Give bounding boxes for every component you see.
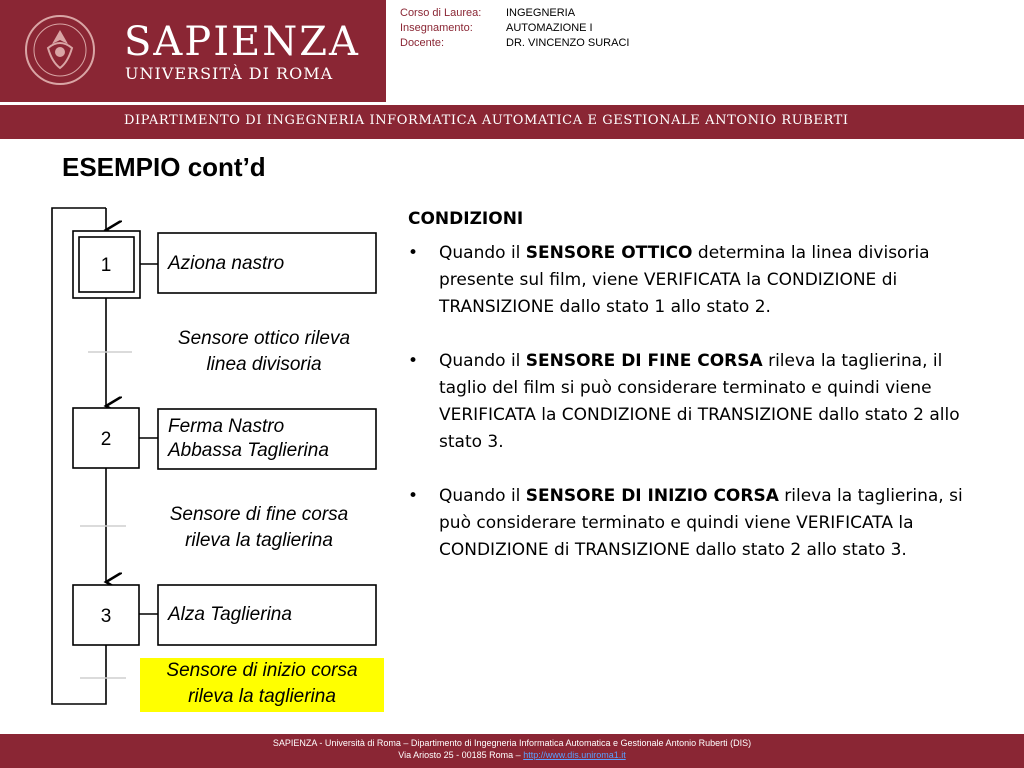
list-item [408,483,968,564]
bullet-pre: Quando il [439,351,526,371]
condition-line: rileva la taglierina [188,686,336,707]
bullet-pre: Quando il [439,486,526,506]
list-item [408,348,968,456]
course-row [400,36,629,51]
action-text [168,252,284,276]
slide-title: ESEMPIO cont’d [62,152,266,182]
bullet-text [439,483,968,564]
condition-line: Sensore di fine corsa [169,504,349,525]
course-value: DR. VINCENZO SURACI [506,37,630,49]
footer [0,734,1024,768]
course-row [400,6,629,21]
action-line: Ferma Nastro [168,416,285,437]
action-line: Alza Taglierina [168,604,292,625]
course-row [400,21,629,36]
condition-line: Sensore ottico rileva [177,328,351,349]
course-value: INGEGNERIA [506,7,576,19]
bullet-bold: SENSORE DI INIZIO CORSA [525,486,779,506]
bullet-icon: • [408,243,419,263]
bullet-text [439,348,968,456]
conditions-list [408,240,968,591]
bullet-post: rileva la taglierina, si può considerare terminato e quindi viene VERIFICATA la CONDIZIONE di TRANSIZIONE dallo stato 2 allo stato 3. [439,486,963,560]
transition-condition-highlighted [140,658,384,712]
step-number: 3 [100,606,112,627]
bullet-text [439,240,968,321]
action-line: Abbassa Taglierina [168,440,329,461]
action-text [168,415,329,463]
bullet-post: determina la linea divisoria presente sul film, viene VERIFICATA la CONDIZIONE di TRANSIZIONE dallo stato 1 allo stato 2. [439,243,930,317]
condition-line: Sensore di inizio corsa [166,660,358,681]
university-name: SAPIENZA [124,19,360,65]
action-line: Aziona nastro [168,253,285,274]
bullet-icon: • [408,486,419,506]
course-key: Docente: [400,37,445,49]
conditions-heading: CONDIZIONI [408,209,524,229]
footer-line-2 [0,749,1024,761]
list-item [408,240,968,321]
step-number: 2 [100,429,112,450]
course-key: Insegnamento: [400,22,473,34]
course-key: Corso di Laurea: [400,7,482,19]
transition-condition [140,502,378,554]
department-name: DIPARTIMENTO DI INGEGNERIA INFORMATICA AUTOMATICA E GESTIONALE ANTONIO RUBERTI [124,113,849,128]
bullet-icon: • [408,351,419,371]
course-value: AUTOMAZIONE I [506,22,593,34]
condition-line: rileva la taglierina [185,530,333,551]
footer-line-1: SAPIENZA - Università di Roma – Dipartimento di Ingegneria Informatica Automatica e Gestionale Antonio Ruberti (DIS) [272,738,752,748]
university-subtitle: UNIVERSITÀ DI ROMA [125,64,334,83]
bullet-bold: SENSORE DI FINE CORSA [525,351,763,371]
bullet-pre: Quando il [439,243,526,263]
action-text [168,603,292,627]
course-info [400,6,629,51]
transition-condition [150,326,378,378]
footer-address: Via Ariosto 25 - 00185 Roma – [398,750,524,760]
bullet-post: rileva la taglierina, il taglio del film si può considerare terminato e quindi viene VERIFICATA la CONDIZIONE di TRANSIZIONE dallo stato 2 allo stato 3. [439,351,960,452]
step-number: 1 [100,255,112,276]
footer-website-link[interactable]: http://www.dis.uniroma1.it [523,750,626,760]
bullet-bold: SENSORE OTTICO [525,243,693,263]
condition-line: linea divisoria [206,354,322,375]
